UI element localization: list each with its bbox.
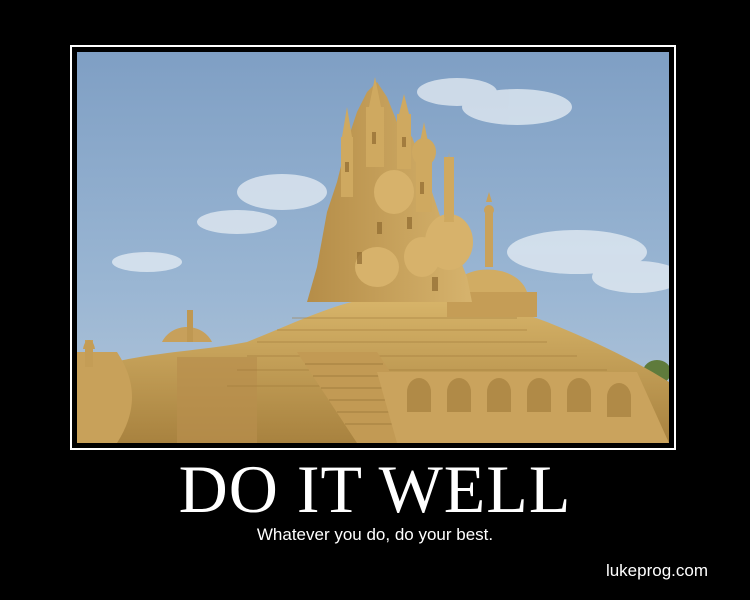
sand-castle-illustration	[77, 52, 669, 443]
poster-headline: DO IT WELL	[178, 451, 572, 527]
site-watermark: lukeprog.com	[605, 561, 708, 580]
poster-subtitle: Whatever you do, do your best.	[256, 525, 494, 544]
photo-frame	[70, 45, 676, 450]
sand-castle-photo	[77, 52, 669, 443]
